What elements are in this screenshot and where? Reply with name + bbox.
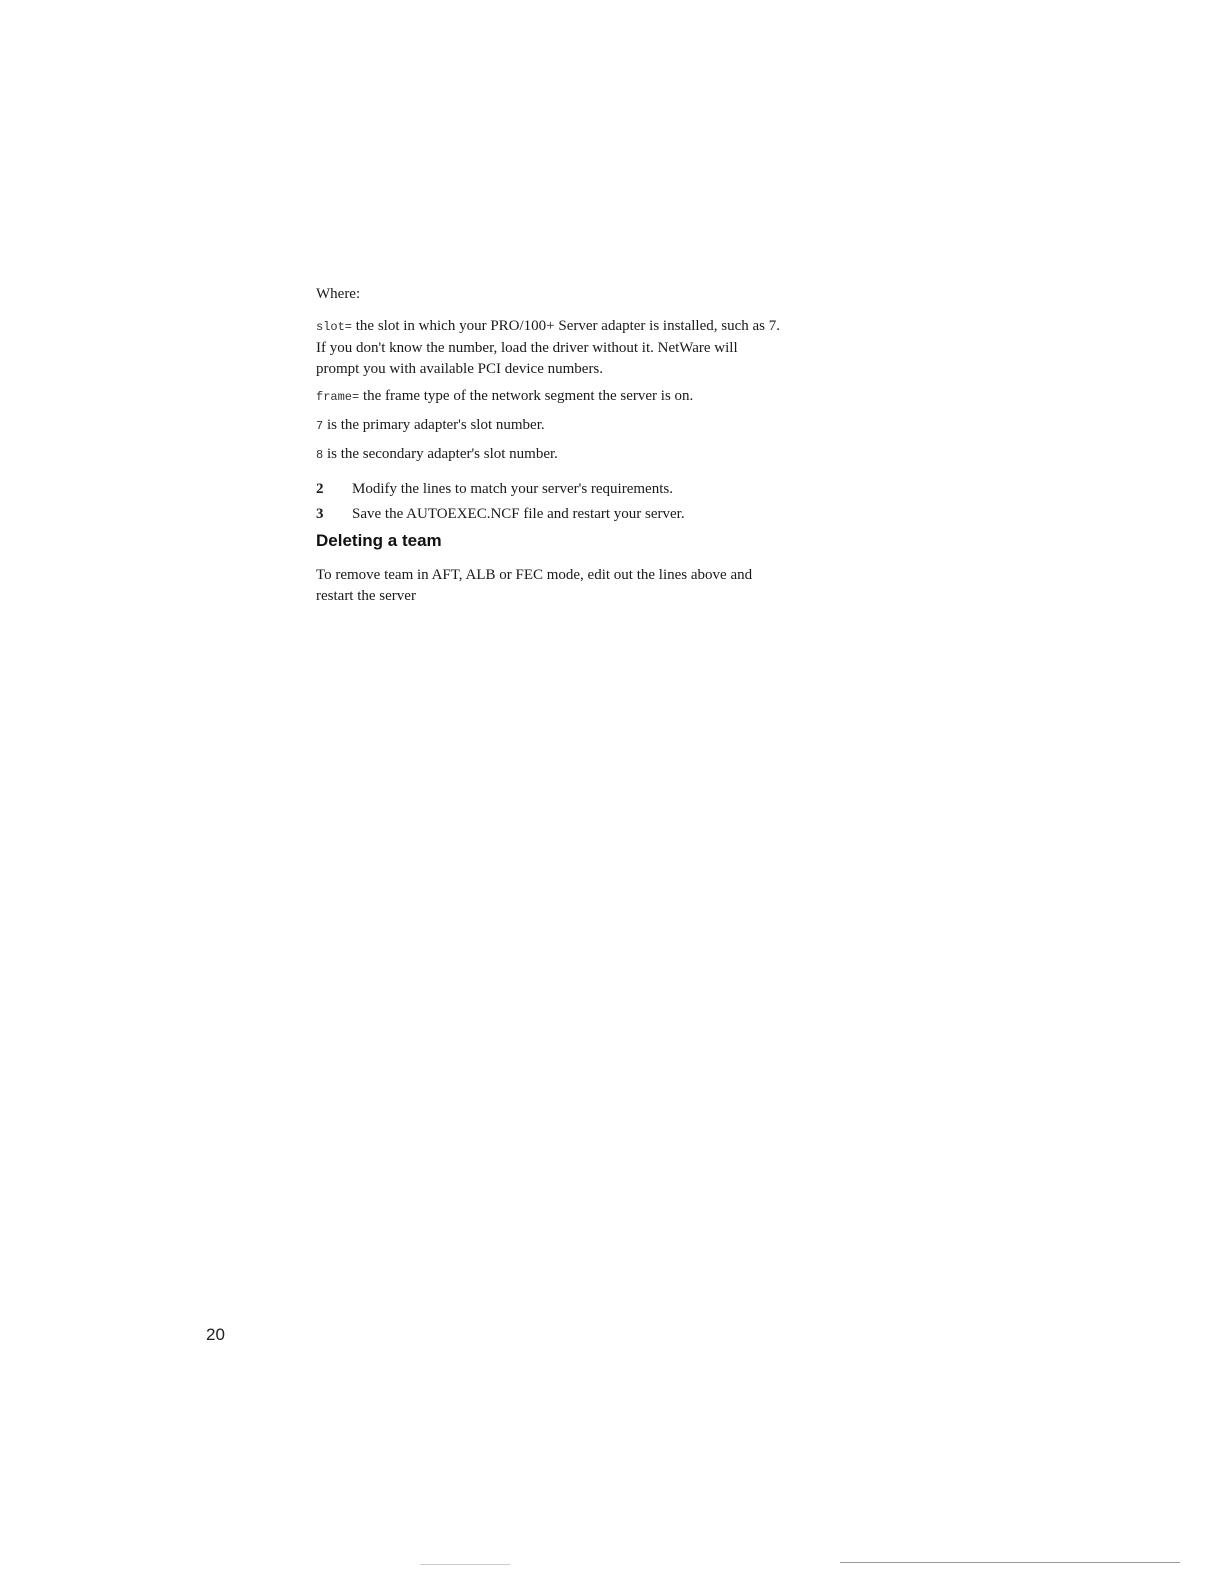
section-heading: Deleting a team xyxy=(316,531,442,550)
page-content xyxy=(316,284,916,607)
steps-list xyxy=(316,479,916,525)
definition-slot-text1: the slot in which your PRO/100+ Server adapter is installed, such as 7. xyxy=(352,318,780,334)
code-frame: frame= xyxy=(316,390,360,404)
definition-secondary xyxy=(316,444,916,466)
step-3 xyxy=(316,504,916,525)
definition-secondary-text: is the secondary adapter's slot number. xyxy=(323,446,558,462)
definition-slot xyxy=(316,316,916,380)
definition-primary-text: is the primary adapter's slot number. xyxy=(323,417,545,433)
step-text: Save the AUTOEXEC.NCF file and restart your server. xyxy=(352,506,685,522)
page-number: 20 xyxy=(206,1325,225,1344)
definition-frame-text: the frame type of the network segment the server is on. xyxy=(359,388,694,404)
code-secondary: 8 xyxy=(316,448,324,462)
definition-primary xyxy=(316,415,916,437)
scan-line-artifact xyxy=(840,1562,1180,1563)
step-2 xyxy=(316,479,916,500)
section-body-line1: To remove team in AFT, ALB or FEC mode, edit out the lines above and xyxy=(316,567,753,583)
section-body xyxy=(316,565,916,607)
definition-slot-line3: prompt you with available PCI device numbers. xyxy=(316,361,604,377)
section-body-line2: restart the server xyxy=(316,588,416,604)
step-number: 3 xyxy=(316,506,324,522)
code-slot: slot= xyxy=(316,320,353,334)
scan-line-artifact xyxy=(420,1564,510,1565)
step-number: 2 xyxy=(316,481,324,497)
definition-slot-line1 xyxy=(316,316,916,338)
definition-slot-line2: If you don't know the number, load the driver without it. NetWare will xyxy=(316,340,738,356)
definition-frame xyxy=(316,386,916,408)
code-primary: 7 xyxy=(316,419,324,433)
step-text: Modify the lines to match your server's requirements. xyxy=(352,481,673,497)
where-label: Where: xyxy=(316,286,361,302)
